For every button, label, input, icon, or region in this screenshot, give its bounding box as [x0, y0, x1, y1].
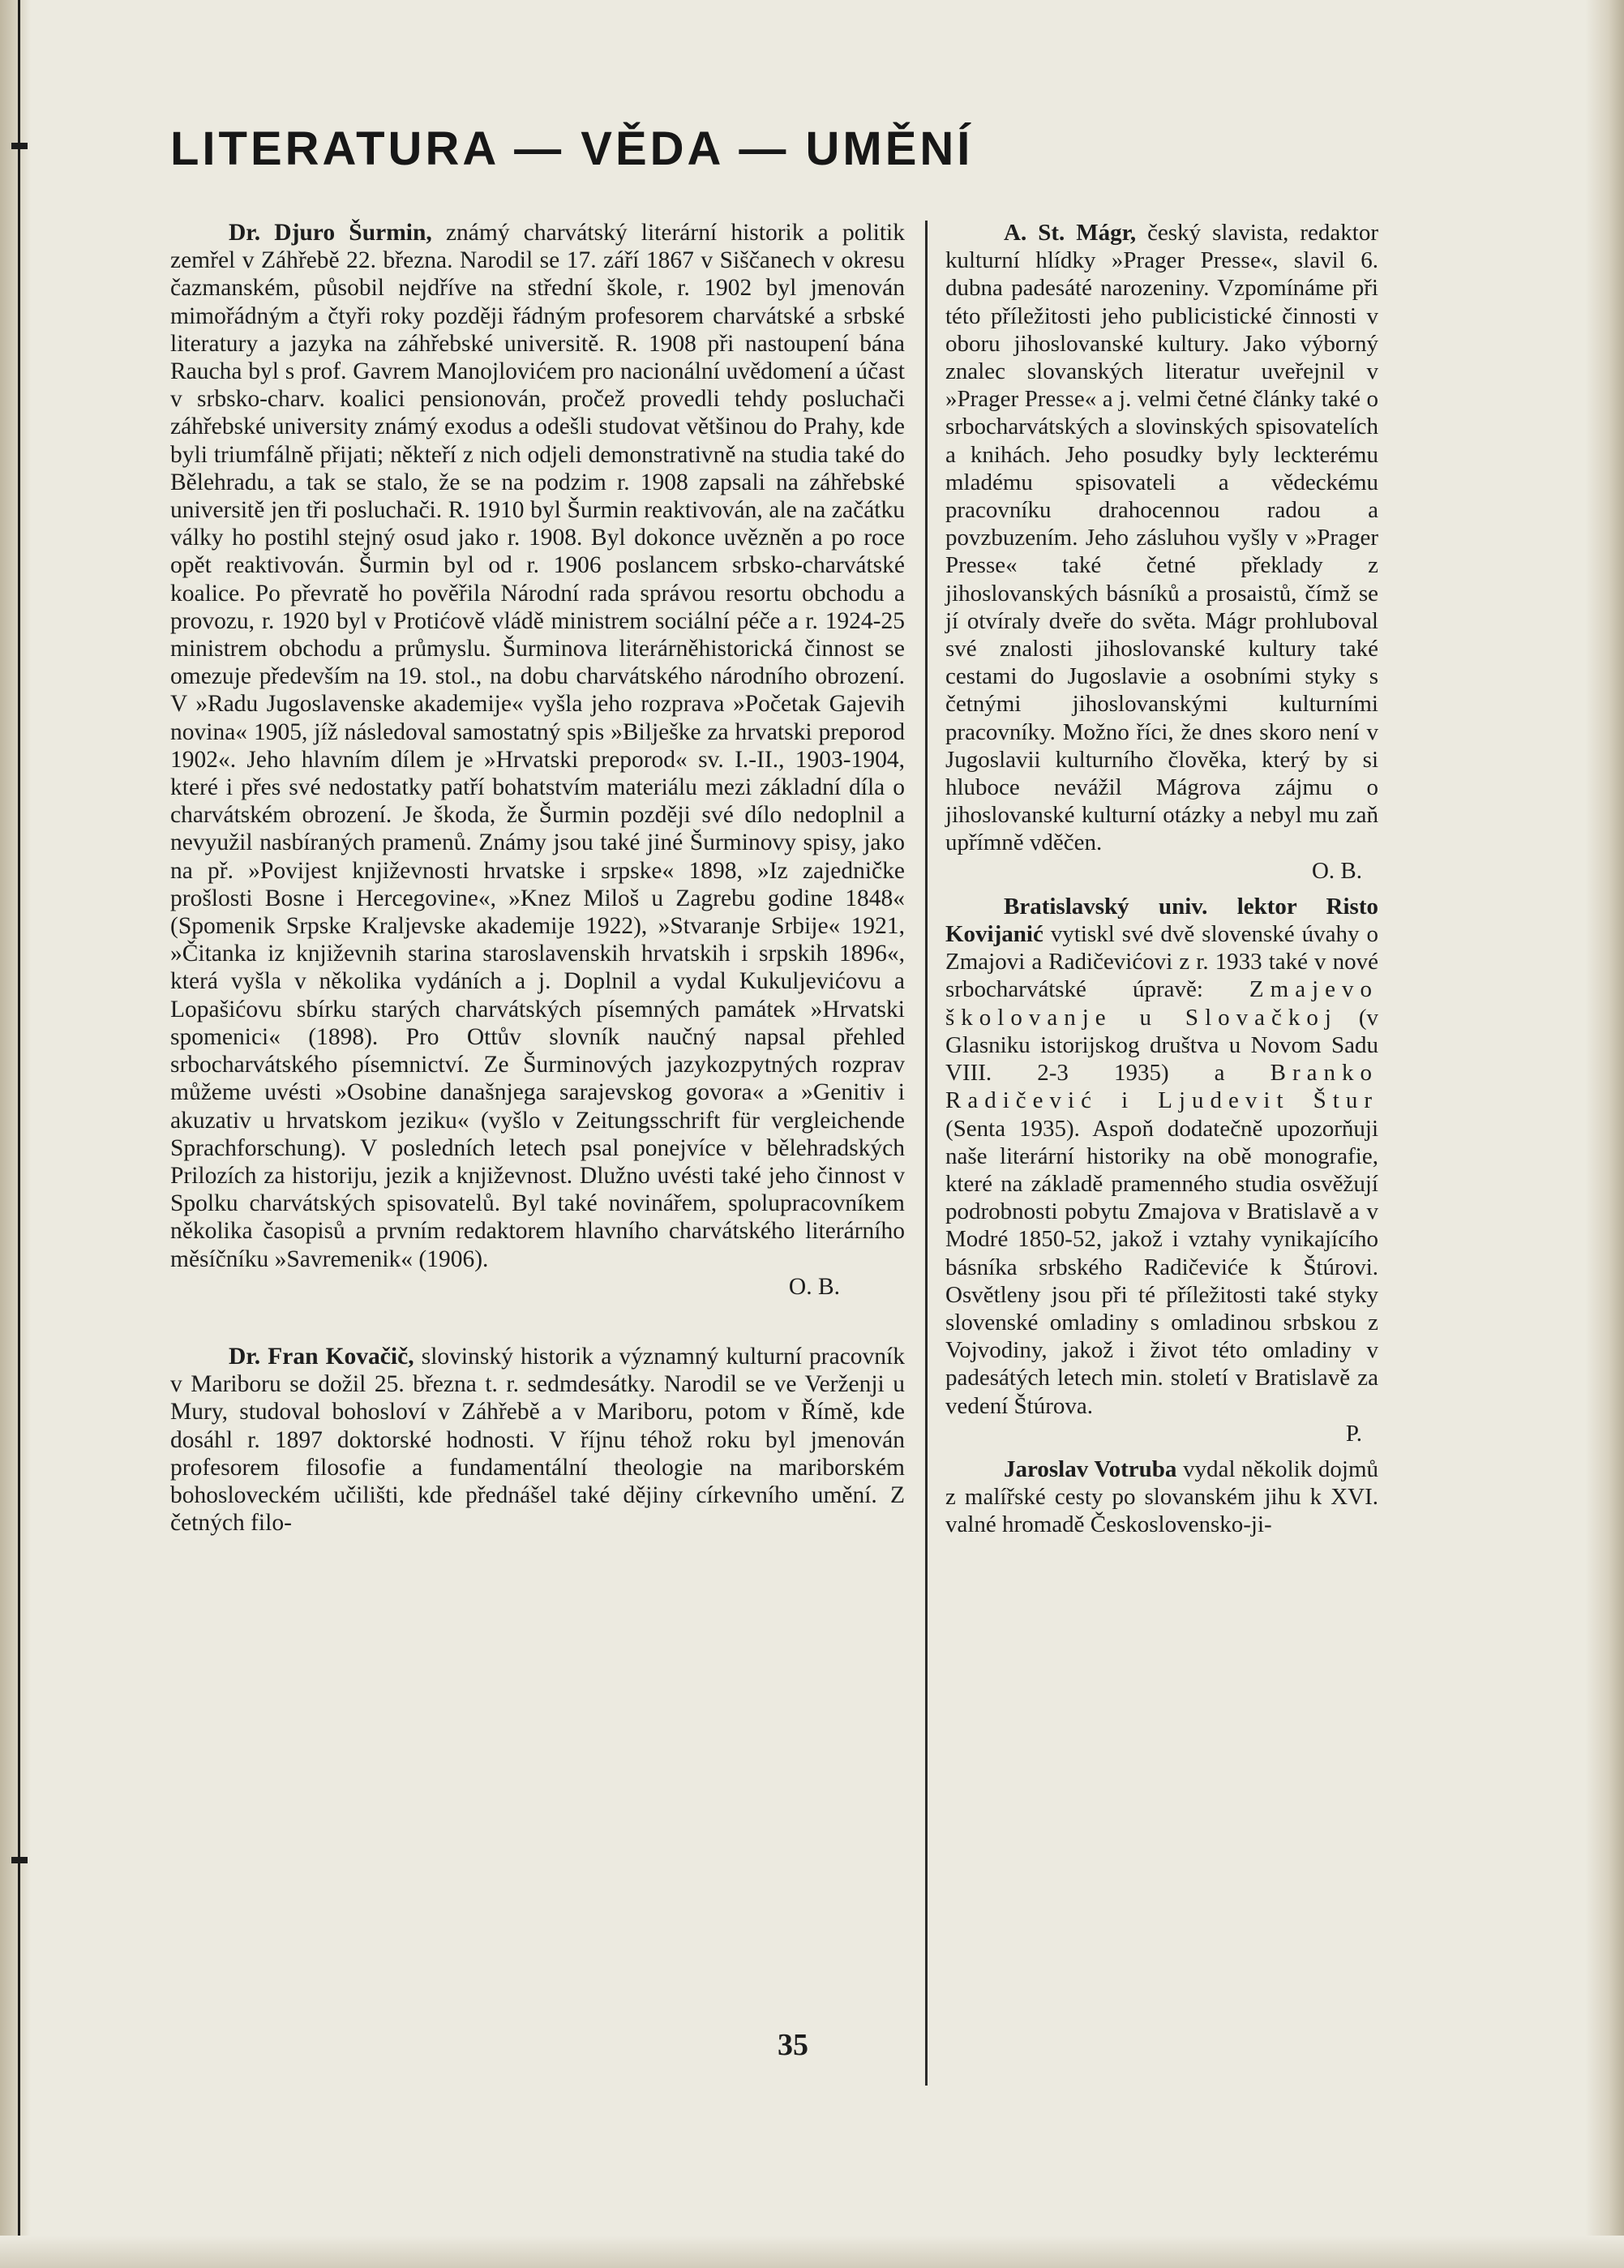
- article-lead: A. St. Mágr,: [1004, 220, 1137, 246]
- page-edge-right: [1585, 0, 1624, 2268]
- article-lead: Dr. Fran Kovačič,: [229, 1343, 414, 1370]
- section-title: LITERATURA — VĚDA — UMĚNÍ: [170, 122, 974, 175]
- article-body: slovinský historik a významný kulturní pracovník v Mariboru se dožil 25. března t. r. sedmdesátky. Narodil se ve Verženji u Mury, studoval bohosloví v Záhřebě a v Mariboru, potom v Římě, kde dosáhl r. 1897 doktorské hodnosti. V říjnu téhož roku byl jmenován profesorem filosofie a fundamentální theologie na mariborském bohosloveckém učilišti, kde přednášel také dějiny církevního umění. Z četných filo-: [170, 1343, 906, 1537]
- article-body: český slavista, redaktor kulturní hlídky »Prager Presse«, slavil 6. dubna padesáté narozeniny. Vzpomínáme při této příležitosti jeho publicistické činnosti v oboru jihoslovanské kultury. Jako výborný znalec slovanských literatur uveřejnil v »Prager Presse« a j. velmi četné články také o srbocharvátských a slovinských spisovatelích a knihách. Jeho posudky byly leckterému mladému spisovateli a vědeckému pracovníku drahocennou radou a povzbuzením. Jeho zásluhou vyšly v »Prager Presse« také četné překlady z jihoslovanských básníků a prosaistů, čímž se jí otvíraly dveře do světa. Mágr prohluboval své znalosti jihoslovanské kultury také cestami do Jugoslavie a osobními styky s četnými jihoslovanskými kulturními pracovníky. Možno říci, že dnes skoro není v Jugoslavii kulturního člověka, který by si hluboce nevážil Mágrova zájmu o jihoslovanské kulturní otázky a nebyl mu zaň upřímně vděčen.: [945, 220, 1379, 856]
- left-column: [170, 219, 905, 1537]
- article-lead: Dr. Djuro Šurmin,: [229, 220, 432, 246]
- page-binding: [0, 0, 31, 2268]
- article-body: vytiskl své dvě slovenské úvahy o Zmajovi a Radičevićovi z r. 1933 také v nové srbocharvátské úpravě:: [945, 921, 1379, 1003]
- article-votruba: [945, 1456, 1378, 1539]
- article-lead: Jaroslav Votruba: [1004, 1456, 1177, 1482]
- binding-mark: [11, 143, 28, 149]
- article-body: (v Glasniku istorijskog društva u Novom Sadu VIII. 2-3 1935) a: [945, 1004, 1378, 1087]
- spaced-title: Zmajevo školovanje u Slovačkoj: [945, 976, 1378, 1031]
- page-edge-bottom: [0, 2236, 1624, 2268]
- article-signature: O. B.: [1311, 857, 1362, 884]
- right-column: [945, 219, 1378, 1539]
- article-surmin: [170, 219, 905, 1301]
- article-body: vydal několik dojmů z malířské cesty po slovanském jihu k XVI. valné hromadě Československo-ji-: [945, 1456, 1379, 1538]
- spaced-title: Branko Radičević i Ljudevit Štur: [945, 1060, 1379, 1114]
- article-magr: [945, 219, 1378, 885]
- binding-rule: [18, 0, 20, 2268]
- article-kovijanic: [945, 893, 1378, 1447]
- article-signature: O. B.: [788, 1273, 840, 1300]
- article-body: (Senta 1935). Aspoň dodatečně upozorňuji naše literární historiky na obě monografie, které na základě pramenného studia osvěžují podrobnosti pobytu Zmajova v Bratislavě a v Modré 1850-52, jakož i vztahy vynikajícího básníka srbského Radičeviće k Štúrovi. Osvětleny jsou při té příležitosti také styky slovenské omladiny s omladinou srbskou z Vojvodiny, jakož i život této omladiny v padesátých letech min. století v Bratislavě za vedení Štúrova.: [945, 1115, 1378, 1419]
- page-number: 35: [778, 2028, 808, 2062]
- article-kovacic: [170, 1343, 905, 1537]
- article-lead: Bratislavský univ. lektor Risto Kovijanić: [945, 893, 1378, 948]
- binding-mark: [11, 1857, 28, 1863]
- column-divider: [925, 221, 928, 2086]
- article-body: známý charvátský literární historik a politik zemřel v Záhřebě 22. března. Narodil se 17. září 1867 v Siščanech v okresu čazmanském, působil nejdříve na střední škole, r. 1902 byl jmenován mimořádným a čtyři roky později řádným profesorem charvátské a srbské literatury a jazyka na záhřebské universitě. R. 1908 při nastoupení bána Raucha byl s prof. Gavrem Manojlovićem pro nacionální uvědomení a účast v srbsko-charv. koalici pensionován, pročež provedli tehdy posluchači záhřebské university známý exodus a odešli studovat většinou do Prahy, kde byli triumfálně přijati; někteří z nich odjeli demonstrativně na studia také do Bělehradu, a tak se stalo, že se na podzim r. 1908 zapsali na záhřebské universitě jen tři posluchači. R. 1910 byl Šurmin reaktivován, ale na začátku války ho postihl stejný osud jako r. 1908. Byl dokonce uvězněn a po roce opět reaktivován. Šurmin byl od r. 1906 poslancem srbsko-charvátské koalice. Po převratě ho pověřila Národní rada správou resortu obchodu a provozu, r. 1920 byl v Protićově vládě ministrem sociální péče a r. 1924-25 ministrem obchodu a průmyslu. Šurminova literárněhistorická činnost se omezuje především na 19. stol., na dobu charvátského národního obrození. V »Radu Jugoslavenske akademije« vyšla jeho rozprava »Početak Gajevih novina« 1905, jíž následoval samostatný spis »Bilješke za hrvatski preporod 1902«. Jeho hlavním dílem je »Hrvatski preporod« sv. I.-II., 1903-1904, které i přes své nedostatky patří bohatstvím materiálu mezi základní díla o charvátském obrození. Je škoda, že Šurmin později své dílo nedoplnil a nevyužil nasbíraných pramenů. Známy jsou také jiné Šurminovy spisy, jako na př. »Povijest književnosti hrvatske i srpske« 1898, »Iz zajedničke prošlosti Bosne i Hercegovine«, »Knez Miloš u Zagrebu godine 1848« (Spomenik Srpske Kraljevske akademije 1922), »Stvaranje Srbije« 1921, »Čitanka iz književnih starina staroslavenskih hrvatskih i srpskih 1896«, která vyšla v několika vydáních a j. Doplnil a vydal Kukuljevićovu a Lopašićovu sbírku starých charvátských písemných památek »Hrvatski spomenici« (1898). Pro Ottův slovník naučný napsal přehled srbocharvátského písemnictví. Ze Šurminových jazykozpytných rozprav můžeme uvésti »Osobine današnjega sarajevskog govora« a »Genitiv i akuzativ u hrvatskom jeziku« (vyšlo v Zeitungsschrift für vergleichende Sprachforschung). V posledních letech psal ponejvíce v bělehradských Prilozích za historiju, jezik a književnost. Dlužno uvésti také jeho činnost v Spolku charvátských spisovatelů. Byl také novinářem, spolupracovníkem několika časopisů a prvním redaktorem hlavního charvátského literárního měsíčníku »Savremenik« (1906).: [170, 220, 905, 1272]
- article-signature: P.: [1345, 1420, 1362, 1447]
